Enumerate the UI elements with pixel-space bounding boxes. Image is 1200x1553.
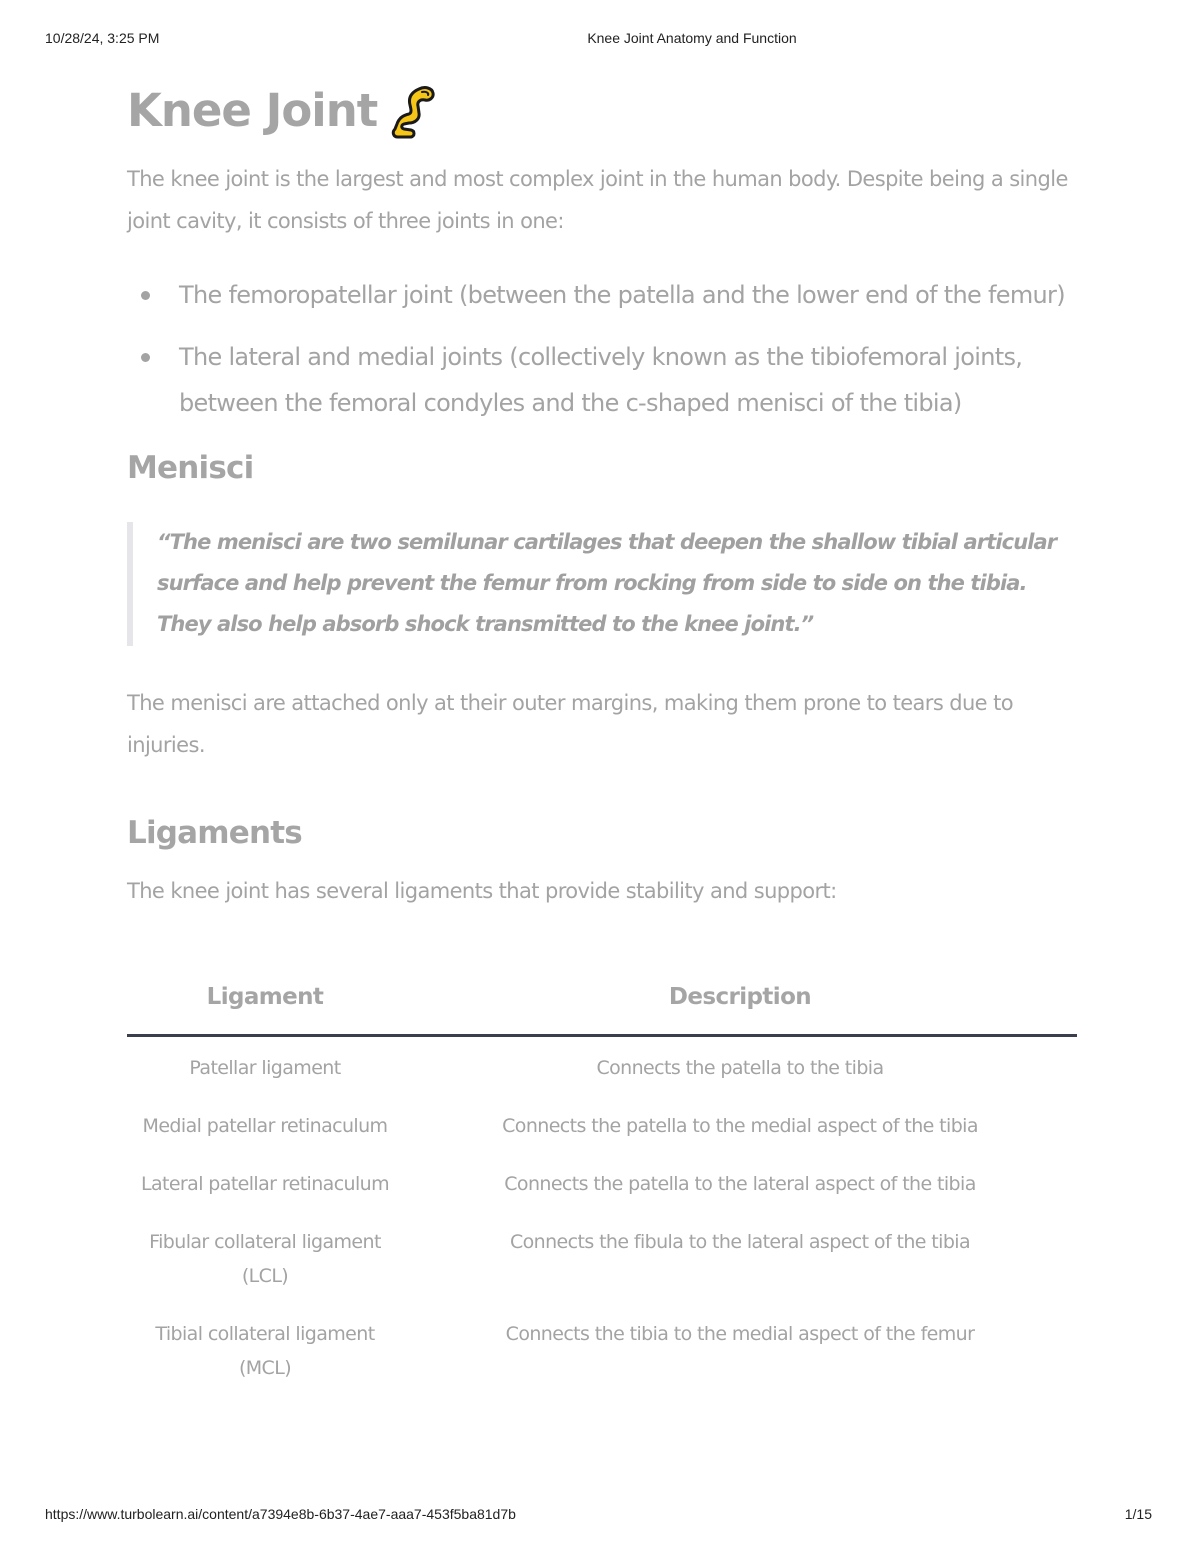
joints-list [127, 272, 1077, 426]
ligaments-heading: Ligaments [127, 815, 302, 851]
ligament-cell: Fibular collateral ligament (LCL) [149, 1231, 381, 1287]
list-item [127, 334, 1077, 426]
bullet-icon [141, 291, 150, 300]
print-footer [0, 1506, 1200, 1526]
print-datetime: 10/28/24, 3:25 PM [45, 30, 160, 46]
page-title-text: Knee Joint [127, 84, 378, 137]
list-item-text: The femoropatellar joint (between the patella and the lower end of the femur) [179, 281, 1065, 309]
leg-emoji-icon [389, 83, 437, 139]
ligaments-table [127, 960, 1077, 1395]
table-row [127, 1303, 1077, 1395]
column-header-ligament: Ligament [127, 960, 403, 1036]
table-header-row [127, 960, 1077, 1036]
description-cell: Connects the patella to the tibia [596, 1057, 884, 1079]
description-cell: Connects the patella to the medial aspect of the tibia [502, 1115, 978, 1137]
description-cell: Connects the tibia to the medial aspect of the femur [505, 1323, 975, 1345]
print-page-number: 1/15 [1124, 1506, 1152, 1522]
print-page-title: Knee Joint Anatomy and Function [587, 30, 797, 46]
description-cell: Connects the fibula to the lateral aspect of the tibia [509, 1231, 971, 1253]
menisci-paragraph: The menisci are attached only at their outer margins, making them prone to tears due to injuries. [127, 691, 1013, 757]
column-header-description: Description [403, 960, 1077, 1036]
table-row [127, 1036, 1077, 1096]
list-item [127, 272, 1077, 318]
ligament-cell: Tibial collateral ligament (MCL) [155, 1323, 375, 1379]
ligaments-intro: The knee joint has several ligaments that provide stability and support: [127, 879, 837, 903]
list-item-text: The lateral and medial joints (collectively known as the tibiofemoral joints, between the femoral condyles and the c-shaped menisci of the tibia) [179, 343, 1023, 417]
print-url: https://www.turbolearn.ai/content/a7394e8b-6b37-4ae7-aaa7-453f5ba81d7b [45, 1506, 516, 1522]
ligament-cell: Medial patellar retinaculum [142, 1115, 388, 1137]
description-cell: Connects the patella to the lateral aspect of the tibia [504, 1173, 976, 1195]
ligament-cell: Patellar ligament [189, 1057, 341, 1079]
menisci-heading: Menisci [127, 450, 254, 486]
page-title [127, 80, 1077, 142]
intro-paragraph: The knee joint is the largest and most complex joint in the human body. Despite being a single joint cavity, it consists of three joints in one: [127, 167, 1068, 233]
menisci-quote: “The menisci are two semilunar cartilages that deepen the shallow tibial articular surface and help prevent the femur from rocking from side to side on the tibia. They also help absorb shock transmitted to the knee joint.” [127, 522, 1077, 646]
table-row [127, 1211, 1077, 1303]
document-content [127, 80, 1077, 1395]
bullet-icon [141, 353, 150, 362]
ligament-cell: Lateral patellar retinaculum [140, 1173, 390, 1195]
table-row [127, 1095, 1077, 1153]
print-header [0, 30, 1200, 50]
table-row [127, 1153, 1077, 1211]
